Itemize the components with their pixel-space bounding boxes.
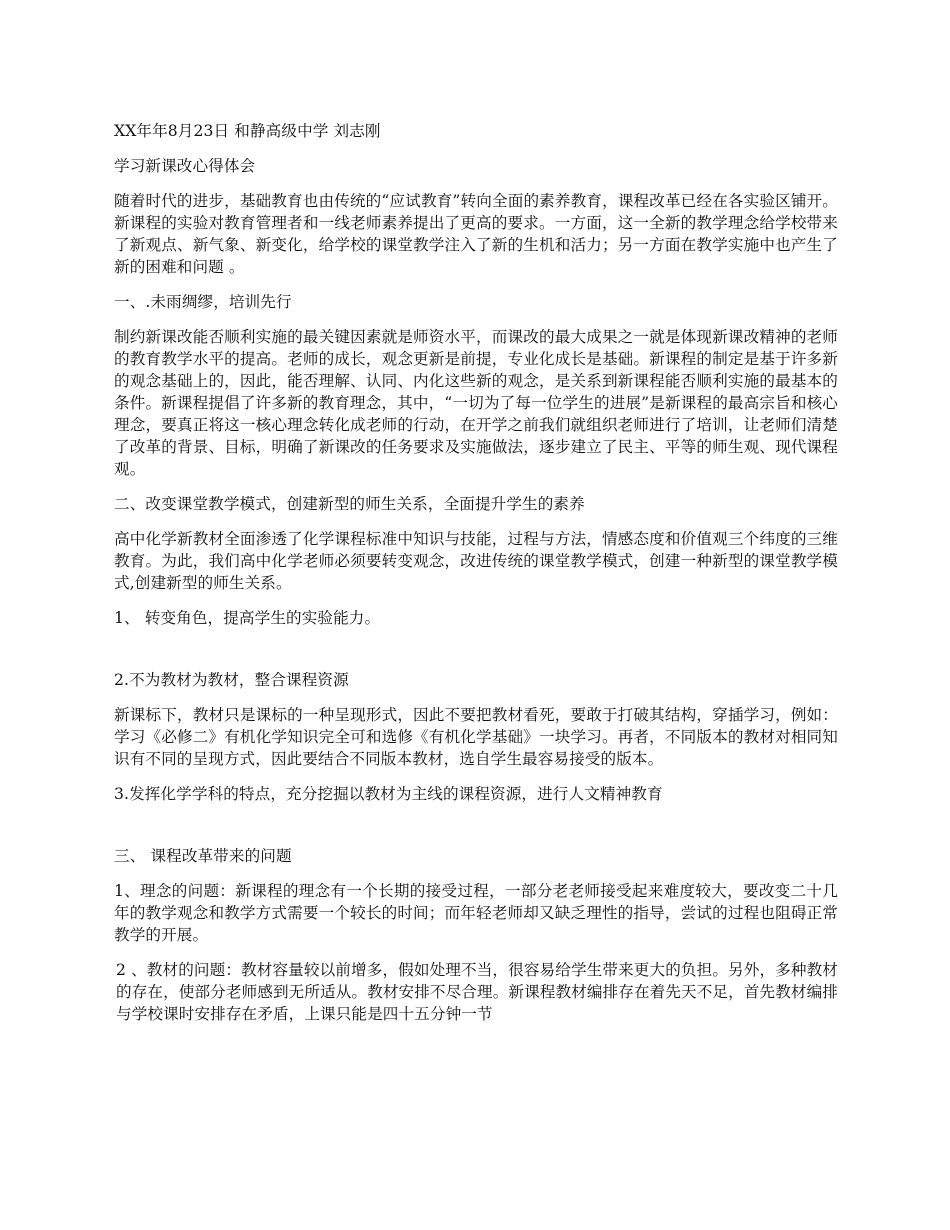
header-line: XX年年8月23日 和静高级中学 刘志刚 <box>114 122 381 140</box>
problem2-paragraph: 2 、教材的问题：教材容量较以前增多，假如处理不当，很容易给学生带来更大的负担。另外，多种教材的存在，使部分老师感到无所适从。教材安排不尽合理。新课程教材编排存在着先天不足，首先教材编排与学校课时安排存在矛盾，上课只能是四十五分钟一节 <box>116 961 838 1023</box>
item2-heading: 2.不为教材为教材，整合课程资源 <box>114 671 349 689</box>
section3-heading: 三、 课程改革带来的问题 <box>114 847 292 865</box>
section2-body: 高中化学新教材全面渗透了化学课程标准中知识与技能，过程与方法，情感态度和价值观三个纬度的三维教育。为此，我们高中化学老师必须要转变观念，改进传统的课堂教学模式，创建一种新型的课堂教学模式,创建新型的师生关系。 <box>114 530 838 592</box>
item1: 1、 转变角色，提高学生的实验能力。 <box>114 609 381 627</box>
intro-paragraph: 随着时代的进步，基础教育也由传统的“应试教育”转向全面的素养教育，课程改革已经在各实验区铺开。新课程的实验对教育管理者和一线老师素养提出了更高的要求。一方面，这一全新的教学理念给学校带来了新观点、新气象、新变化，给学校的课堂教学注入了新的生机和活力；另一方面在教学实施中也产生了新的困难和问题 。 <box>114 192 838 276</box>
section2-heading: 二、改变课堂教学模式，创建新型的师生关系，全面提升学生的素养 <box>114 495 585 513</box>
section1-heading: 一、.未雨绸缪，培训先行 <box>114 293 292 311</box>
item3-heading: 3.发挥化学学科的特点，充分挖掘以教材为主线的课程资源，进行人文精神教育 <box>114 785 663 803</box>
document-title: 学习新课改心得体会 <box>114 157 256 175</box>
section1-body: 制约新课改能否顺利实施的最关键因素就是师资水平，而课改的最大成果之一就是体现新课改精神的老师的教育教学水平的提高。老师的成长，观念更新是前提，专业化成长是基础。新课程的制定是基于许多新的观念基础上的，因此，能否理解、认同、内化这些新的观念，是关系到新课程能否顺利实施的最基本的条件。新课程提倡了许多新的教育理念，其中，“一切为了每一位学生的进展”是新课程的最高宗旨和核心理念，要真正将这一核心理念转化成老师的行动，在开学之前我们就组织老师进行了培训，让老师们清楚了改革的背景、目标，明确了新课改的任务要求及实施做法，逐步建立了民主、平等的师生观、现代课程观。 <box>114 328 838 478</box>
problem1-paragraph: 1、理念的问题：新课程的理念有一个长期的接受过程，一部分老老师接受起来难度较大，要改变二十几年的教学观念和教学方式需要一个较长的时间；而年轻老师却又缺乏理性的指导，尝试的过程也阻碍正常教学的开展。 <box>114 882 838 944</box>
document-page <box>114 120 838 1038</box>
item2-body: 新课标下，教材只是课标的一种呈现形式，因此不要把教材看死，要敢于打破其结构，穿插学习，例如：学习《必修二》有机化学知识完全可和选修《有机化学基础》一块学习。再者，不同版本的教材对相同知识有不同的呈现方式，因此要结合不同版本教材，选自学生最容易接受的版本。 <box>114 706 838 768</box>
